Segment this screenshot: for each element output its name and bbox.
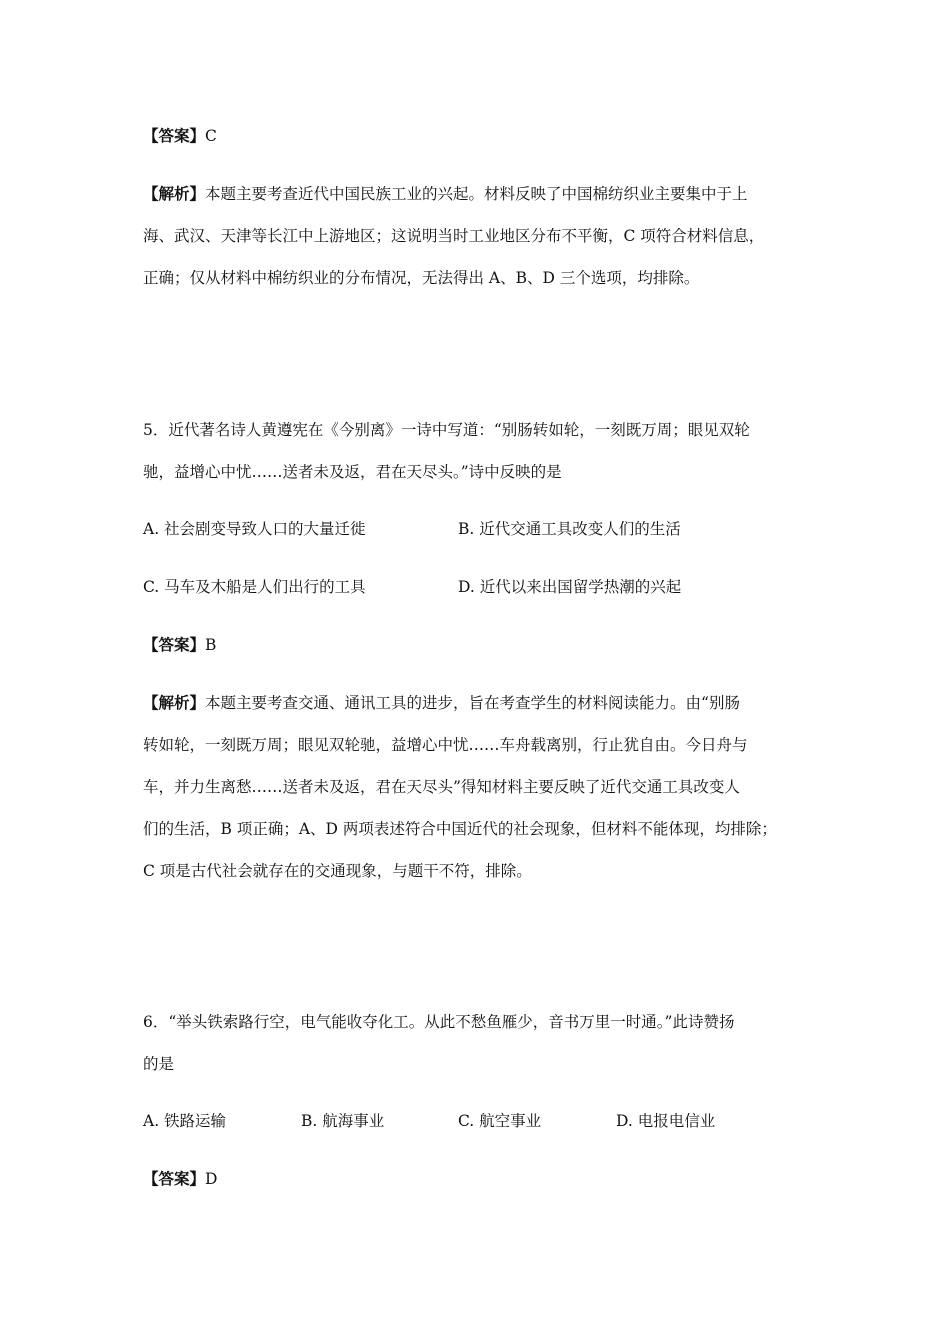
- question-6-option-d: D. 电报电信业: [616, 1112, 716, 1130]
- analysis-text: 本题主要考查近代中国民族工业的兴起。材料反映了中国棉纺织业主要集中于上: [205, 185, 748, 203]
- answer-tag: 【答案】: [143, 635, 206, 654]
- answer-value: C: [205, 127, 217, 145]
- analysis-tag: 【解析】: [143, 693, 206, 712]
- answer-tag: 【答案】: [143, 1169, 206, 1188]
- question-6-answer-line: [143, 1169, 217, 1189]
- question-5-option-b: B. 近代交通工具改变人们的生活: [458, 520, 681, 538]
- analysis-tag: 【解析】: [143, 184, 206, 203]
- question-5-option-a: A. 社会剧变导致人口的大量迁徙: [143, 520, 366, 538]
- question-5-answer-line: [143, 635, 216, 655]
- answer-line: [143, 126, 217, 146]
- question-6-line-1: 6．“举头铁索路行空，电气能收夺化工。从此不愁鱼雁少，音书万里一时通。”此诗赞扬: [143, 1013, 735, 1031]
- analysis-line-1: [143, 184, 748, 204]
- question-5-analysis-line-4: 们的生活，B 项正确；A、D 两项表述符合中国近代的社会现象，但材料不能体现，均排除；: [143, 820, 777, 838]
- question-5-line-1: 5．近代著名诗人黄遵宪在《今别离》一诗中写道：“别肠转如轮，一刻既万周；眼见双轮: [143, 421, 750, 439]
- question-5-analysis-line-2: 转如轮，一刻既万周；眼见双轮驰，益增心中忧……车舟载离别，行止犹自由。今日舟与: [143, 736, 748, 754]
- analysis-text: 本题主要考查交通、通讯工具的进步，旨在考查学生的材料阅读能力。由“别肠: [205, 694, 740, 712]
- analysis-line-3: 正确；仅从材料中棉纺织业的分布情况，无法得出 A、B、D 三个选项，均排除。: [143, 269, 700, 287]
- answer-tag: 【答案】: [143, 126, 206, 145]
- question-5-analysis-line-3: 车，并力生离愁……送者未及返，君在天尽头”得知材料主要反映了近代交通工具改变人: [143, 778, 740, 796]
- answer-value: D: [205, 1170, 218, 1188]
- question-6-option-b: B. 航海事业: [301, 1112, 385, 1130]
- question-6-option-c: C. 航空事业: [458, 1112, 542, 1130]
- question-5-option-c: C. 马车及木船是人们出行的工具: [143, 578, 366, 596]
- answer-value: B: [205, 636, 217, 654]
- question-5-line-2: 驰，益增心中忧……送者未及返，君在天尽头。”诗中反映的是: [143, 463, 562, 481]
- question-5-option-d: D. 近代以来出国留学热潮的兴起: [458, 578, 682, 596]
- analysis-line-2: 海、武汉、天津等长江中上游地区；这说明当时工业地区分布不平衡，C 项符合材料信息，: [143, 227, 765, 245]
- question-5-analysis-line-1: [143, 693, 740, 713]
- question-6-line-2: 的是: [143, 1055, 175, 1073]
- question-5-analysis-line-5: C 项是古代社会就存在的交通现象，与题干不符，排除。: [143, 862, 532, 880]
- question-6-option-a: A. 铁路运输: [143, 1112, 227, 1130]
